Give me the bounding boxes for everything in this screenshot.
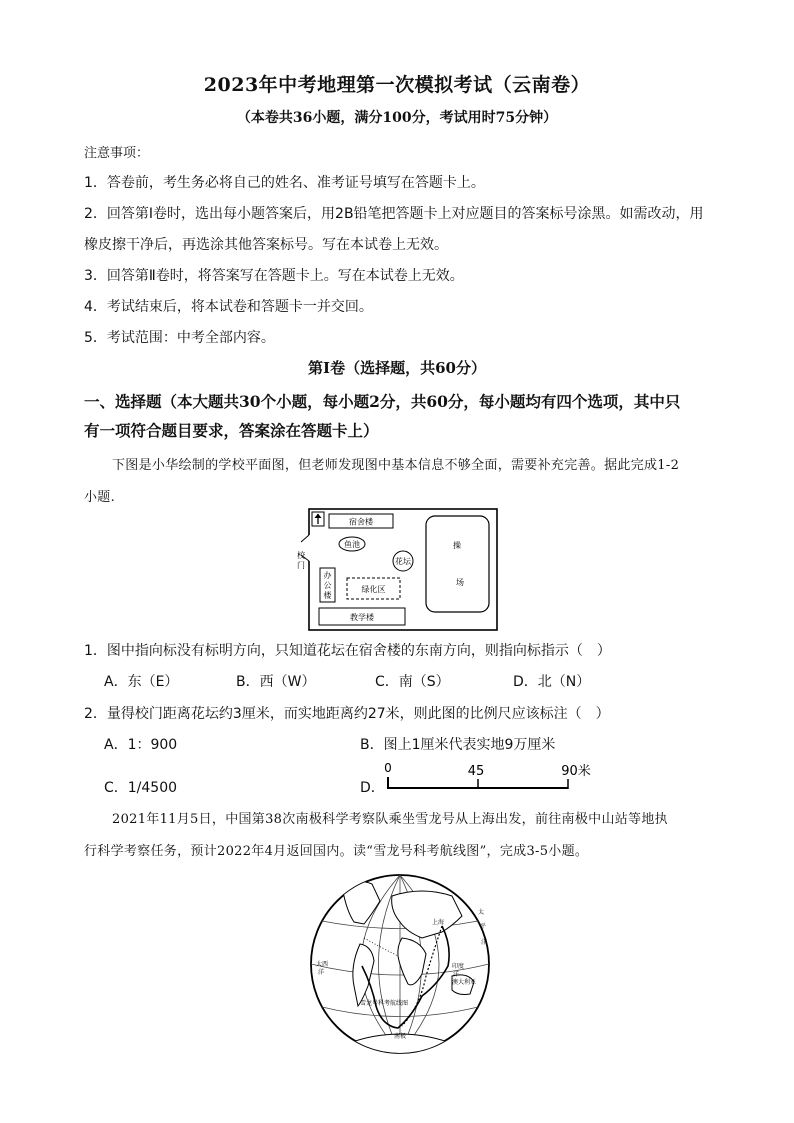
note-item-5: 5．考试范围：中考全部内容。 [84, 330, 275, 346]
label-antarctica: 南极 [394, 1033, 407, 1040]
label-shanghai: 上海 [432, 919, 445, 926]
playground-label-1: 操 [453, 541, 461, 550]
label-atlantic-2: 洋 [318, 969, 325, 976]
section-title: 第Ⅰ卷（选择题，共60分） [308, 359, 486, 377]
label-route-name: 雪龙号科考航线图 [360, 1000, 409, 1007]
flower-bed-label: 花坛 [395, 557, 411, 566]
gate-label-2: 门 [297, 561, 305, 570]
passage2-line2: 行科学考察任务，预计2022年4月返回国内。读“雪龙号科考航线图”，完成3-5小题。 [84, 844, 589, 859]
scale-label-90: 90米 [561, 764, 591, 779]
q2-option-d: D． [360, 780, 385, 796]
dormitory-label: 宿舍楼 [349, 517, 373, 527]
label-pacific-3: 洋 [481, 939, 488, 946]
q2-option-a: A．1：900 [104, 737, 178, 753]
campus-map [290, 505, 502, 633]
q2-option-c: C．1/4500 [104, 780, 178, 796]
teaching-building-label: 教学楼 [350, 613, 374, 622]
label-australia: 澳大利亚 [452, 979, 477, 986]
scale-bar [380, 758, 620, 794]
label-pacific-1: 太 [478, 909, 485, 916]
q1-option-b: B．西（W） [236, 674, 316, 690]
office-label-3: 楼 [323, 591, 332, 600]
exam-title: 2023年中考地理第一次模拟考试（云南卷） [203, 74, 591, 96]
office-label-1: 办 [323, 571, 332, 580]
label-pacific-2: 平 [480, 923, 487, 930]
note-item-1: 1．答卷前，考生务必将自己的姓名、准考证号填写在答题卡上。 [84, 175, 485, 191]
exam-subtitle: （本卷共36小题，满分100分，考试用时75分钟） [236, 110, 558, 126]
passage1-line1: 下图是小华绘制的学校平面图，但老师发现图中基本信息不够全面，需要补充完善。据此完成1-2 [112, 458, 680, 473]
fishpond-label: 鱼池 [344, 540, 360, 549]
green-area-label: 绿化区 [361, 585, 386, 594]
q1-stem: 1．图中指向标没有标明方向，只知道花坛在宿舍楼的东南方向，则指向标指示（ ） [84, 643, 611, 659]
q2-option-b: B．图上1厘米代表实地9万厘米 [360, 737, 556, 753]
note-item-4: 4．考试结束后，将本试卷和答题卡一并交回。 [84, 299, 373, 315]
gate-label-1: 校 [297, 551, 305, 560]
q1-option-c: C．南（S） [375, 674, 450, 690]
q1-option-d: D．北（N） [513, 674, 591, 690]
office-label-2: 公 [323, 581, 332, 590]
note-item-3: 3．回答第Ⅱ卷时，将答案写在答题卡上。写在本试卷上无效。 [84, 268, 464, 284]
playground [426, 516, 489, 612]
note-item-2: 2．回答第Ⅰ卷时，选出每小题答案后，用2B铅笔把答题卡上对应题目的答案标号涂黑。如需改动，用 [84, 206, 704, 222]
note-item-2-cont: 橡皮擦干净后，再选涂其他答案标号。写在本试卷上无效。 [84, 237, 448, 253]
passage2-line1: 2021年11月5日，中国第38次南极科学考察队乘坐雪龙号从上海出发，前往南极中山站等地执 [112, 812, 668, 827]
label-atlantic-1: 大西 [316, 961, 329, 968]
passage1-line2: 小题. [84, 490, 116, 505]
q2-stem: 2．量得校门距离花坛约3厘米，而实地距离约27米，则此图的比例尺应该标注（ ） [84, 706, 610, 722]
scale-label-45: 45 [467, 764, 485, 779]
label-indian-1: 印度 [452, 963, 465, 970]
scale-label-0: 0 [384, 761, 392, 775]
playground-label-2: 场 [456, 578, 464, 587]
xuelong-route-map [302, 866, 498, 1062]
label-indian-2: 洋 [453, 971, 460, 978]
q1-option-a: A．东（E） [104, 674, 179, 690]
notes-heading: 注意事项： [84, 146, 150, 161]
part-instructions-line1: 一、选择题（本大题共30个小题，每小题2分，共60分，每小题均有四个选项，其中只 [84, 392, 681, 411]
part-instructions-line2: 有一项符合题目要求，答案涂在答题卡上） [84, 421, 379, 440]
